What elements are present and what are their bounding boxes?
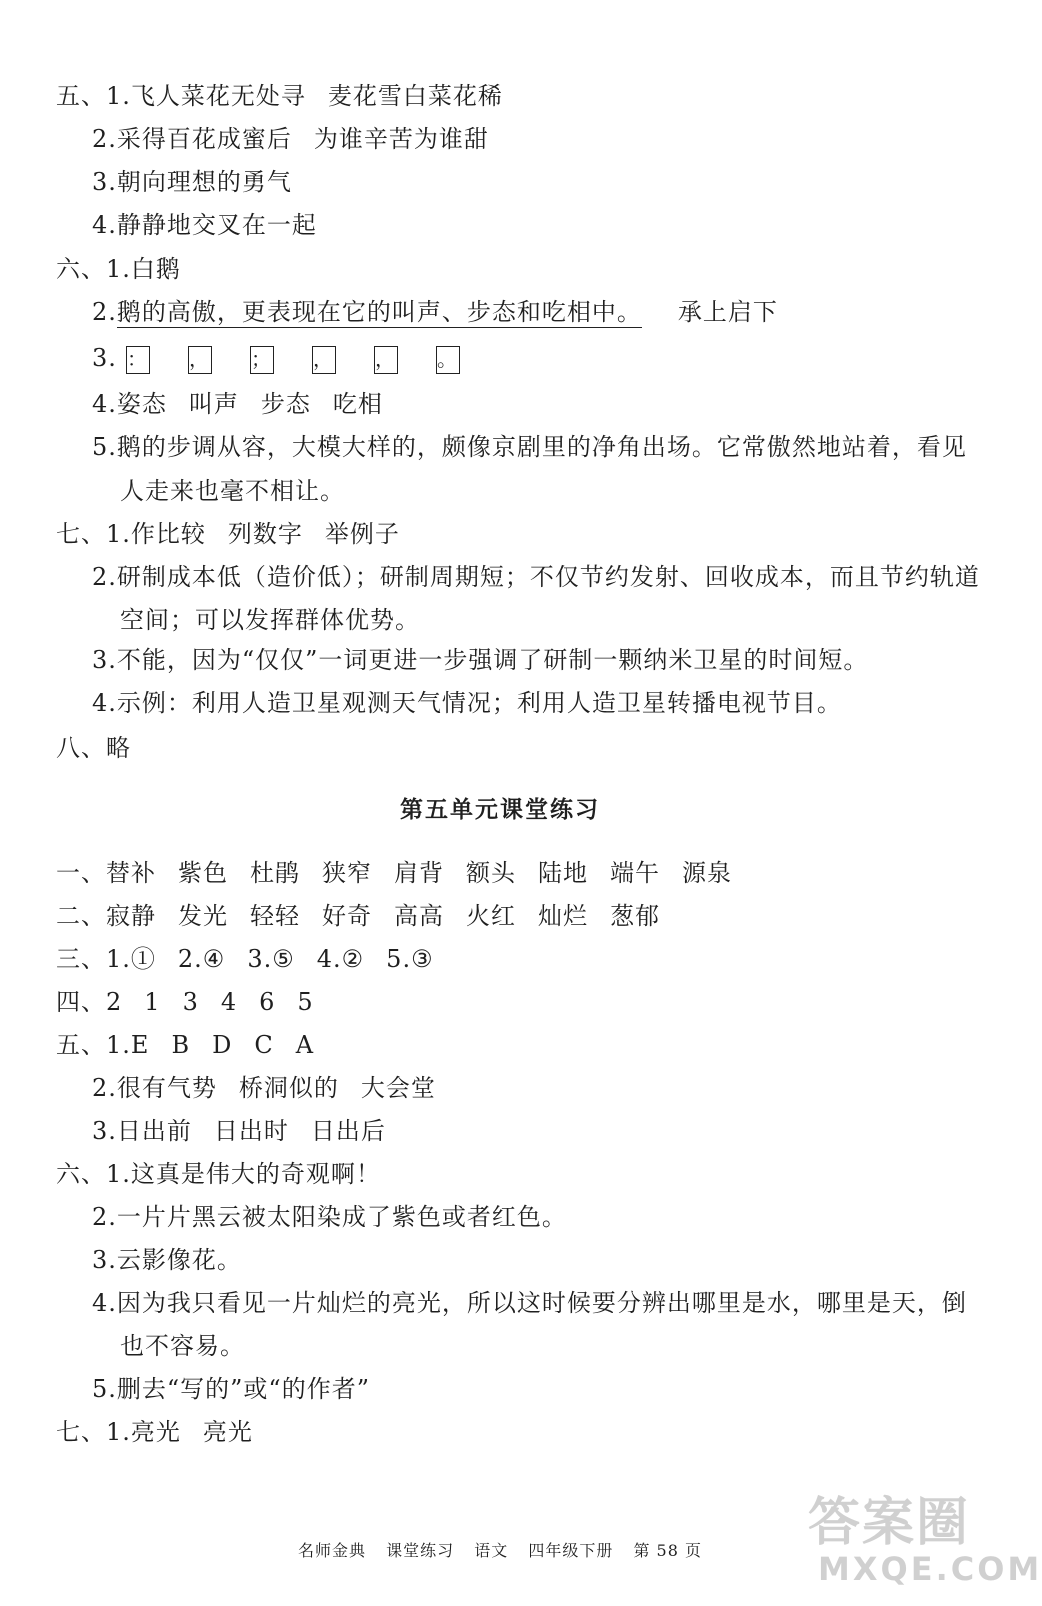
answer-text: 4.② bbox=[316, 945, 365, 973]
answer-text: 吃相 bbox=[332, 390, 383, 418]
answer-line: 3.朝向理想的勇气 bbox=[92, 168, 292, 196]
answer-text: 四、 bbox=[56, 988, 106, 1016]
answer-line bbox=[92, 119, 489, 159]
punctuation-box: ； bbox=[250, 346, 274, 374]
answer-text: 日出后 bbox=[310, 1117, 386, 1145]
answer-text: 五、1. bbox=[56, 1031, 131, 1059]
answer-text: 七、1.作比较 bbox=[56, 520, 206, 548]
answer-line bbox=[92, 384, 383, 424]
answer-line: 3.不能，因为“仅仅”一词更进一步强调了研制一颗纳米卫星的时间短。 bbox=[92, 646, 869, 674]
answer-text: 替补 bbox=[106, 859, 156, 887]
answer-line: 2.一片片黑云被太阳染成了紫色或者红色。 bbox=[92, 1203, 567, 1231]
answer-line bbox=[92, 1068, 436, 1108]
answer-text: 好奇 bbox=[322, 902, 372, 930]
answer-text: 5.③ bbox=[386, 945, 434, 973]
punctuation-box: ， bbox=[374, 346, 398, 374]
answer-line: 4.静静地交叉在一起 bbox=[92, 211, 317, 239]
answer-text: 2.④ bbox=[177, 945, 226, 973]
answer-text: 列数字 bbox=[227, 520, 303, 548]
answer-text: 麦花雪白菜花稀 bbox=[327, 82, 503, 110]
answer-line: 八、略 bbox=[56, 734, 131, 762]
answer-line bbox=[56, 1025, 314, 1065]
answer-text: D bbox=[212, 1031, 233, 1059]
answer-text: 2.很有气势 bbox=[92, 1074, 217, 1102]
answer-text: 桥洞似的 bbox=[238, 1074, 339, 1102]
answer-text: 寂静 bbox=[106, 902, 156, 930]
answer-text: 步态 bbox=[260, 390, 311, 418]
answer-text: 三、 bbox=[56, 945, 106, 973]
answer-text: 3.日出前 bbox=[92, 1117, 192, 1145]
answer-text: 2.采得百花成蜜后 bbox=[92, 125, 292, 153]
punctuation-box: 。 bbox=[436, 346, 460, 374]
answer-text: 2 bbox=[106, 988, 123, 1016]
answer-text: 叫声 bbox=[188, 390, 239, 418]
answer-text: 五、1.飞人菜花无处寻 bbox=[56, 82, 306, 110]
answer-line bbox=[92, 292, 778, 332]
footer-brand: 名师金典 bbox=[298, 1541, 367, 1560]
answer-text: 端午 bbox=[610, 859, 660, 887]
footer-grade: 四年级下册 bbox=[528, 1541, 614, 1560]
answer-line bbox=[56, 1412, 253, 1452]
answer-text: 高高 bbox=[394, 902, 444, 930]
answer-text: 肩背 bbox=[394, 859, 444, 887]
answer-text: 杜鹃 bbox=[250, 859, 300, 887]
answer-line: 3.云影像花。 bbox=[92, 1246, 242, 1274]
answer-line: 也不容易。 bbox=[120, 1332, 245, 1360]
answer-text: 二、 bbox=[56, 902, 106, 930]
answer-line bbox=[56, 896, 660, 936]
answer-text: 狭窄 bbox=[322, 859, 372, 887]
answer-text: 3. bbox=[92, 344, 117, 372]
answer-text: 为谁辛苦为谁甜 bbox=[313, 125, 489, 153]
answer-text: 举例子 bbox=[324, 520, 400, 548]
answer-text: 亮光 bbox=[202, 1418, 253, 1446]
answer-line bbox=[92, 1111, 386, 1151]
answer-text: 额头 bbox=[466, 859, 516, 887]
answer-text: 源泉 bbox=[682, 859, 732, 887]
section-title: 第五单元课堂练习 bbox=[400, 797, 600, 823]
answer-text: 七、1.亮光 bbox=[56, 1418, 181, 1446]
punctuation-box: ： bbox=[126, 346, 150, 374]
answer-line: 人走来也毫不相让。 bbox=[120, 477, 345, 505]
answer-text: E bbox=[130, 1031, 150, 1059]
answer-text: 大会堂 bbox=[360, 1074, 436, 1102]
underlined-sentence: 鹅的高傲，更表现在它的叫声、步态和吃相中。 bbox=[116, 298, 642, 326]
answer-text: B bbox=[171, 1031, 191, 1059]
punctuation-box: ， bbox=[312, 346, 336, 374]
footer-subject: 语文 bbox=[474, 1541, 509, 1560]
answer-text: 3 bbox=[182, 988, 199, 1016]
answer-line: 5.删去“写的”或“的作者” bbox=[92, 1375, 370, 1403]
answer-line bbox=[56, 514, 400, 554]
answer-text: 葱郁 bbox=[610, 902, 660, 930]
answer-text: 日出时 bbox=[213, 1117, 289, 1145]
answer-line: 六、1.白鹅 bbox=[56, 255, 181, 283]
answer-text: 2. bbox=[92, 298, 117, 326]
punctuation-box: ， bbox=[188, 346, 212, 374]
answer-line: 空间；可以发挥群体优势。 bbox=[120, 606, 420, 634]
answer-line bbox=[56, 939, 434, 979]
answer-text: 3.⑤ bbox=[247, 945, 295, 973]
answer-text: 火红 bbox=[466, 902, 516, 930]
answer-line bbox=[56, 76, 503, 116]
answer-text: 发光 bbox=[178, 902, 228, 930]
page-number: 第 58 页 bbox=[633, 1541, 702, 1560]
footer-series: 课堂练习 bbox=[386, 1541, 455, 1560]
answer-text: 6 bbox=[259, 988, 276, 1016]
answer-line bbox=[56, 853, 732, 893]
answer-text: 4 bbox=[220, 988, 238, 1016]
answer-text: 4.姿态 bbox=[92, 390, 167, 418]
answer-line: 2.研制成本低（造价低）；研制周期短；不仅节约发射、回收成本，而且节约轨道 bbox=[92, 563, 980, 591]
answer-text: 5 bbox=[297, 988, 314, 1016]
answer-text: 陆地 bbox=[538, 859, 588, 887]
punctuation-answer-line bbox=[92, 338, 498, 378]
answer-text: A bbox=[295, 1031, 315, 1059]
watermark-logo bbox=[802, 1480, 1042, 1600]
answer-text: C bbox=[254, 1031, 274, 1059]
answer-text: 一、 bbox=[56, 859, 106, 887]
watermark-url: MXQE.COM bbox=[818, 1550, 1042, 1588]
watermark-text: 答案圈 bbox=[808, 1493, 971, 1553]
answer-text: 紫色 bbox=[178, 859, 228, 887]
answer-line: 5.鹅的步调从容，大模大样的，颇像京剧里的净角出场。它常傲然地站着，看见 bbox=[92, 433, 967, 461]
answer-line: 4.因为我只看见一片灿烂的亮光，所以这时候要分辨出哪里是水，哪里是天，倒 bbox=[92, 1289, 967, 1317]
answer-line: 4.示例：利用人造卫星观测天气情况；利用人造卫星转播电视节目。 bbox=[92, 689, 842, 717]
answer-text: 灿烂 bbox=[538, 902, 588, 930]
answer-line: 六、1.这真是伟大的奇观啊！ bbox=[56, 1160, 381, 1188]
answer-text: 1 bbox=[144, 988, 161, 1016]
answer-text: 承上启下 bbox=[677, 298, 778, 326]
answer-text: 1.① bbox=[106, 945, 156, 973]
answer-text: 轻轻 bbox=[250, 902, 300, 930]
answer-line bbox=[56, 982, 314, 1022]
